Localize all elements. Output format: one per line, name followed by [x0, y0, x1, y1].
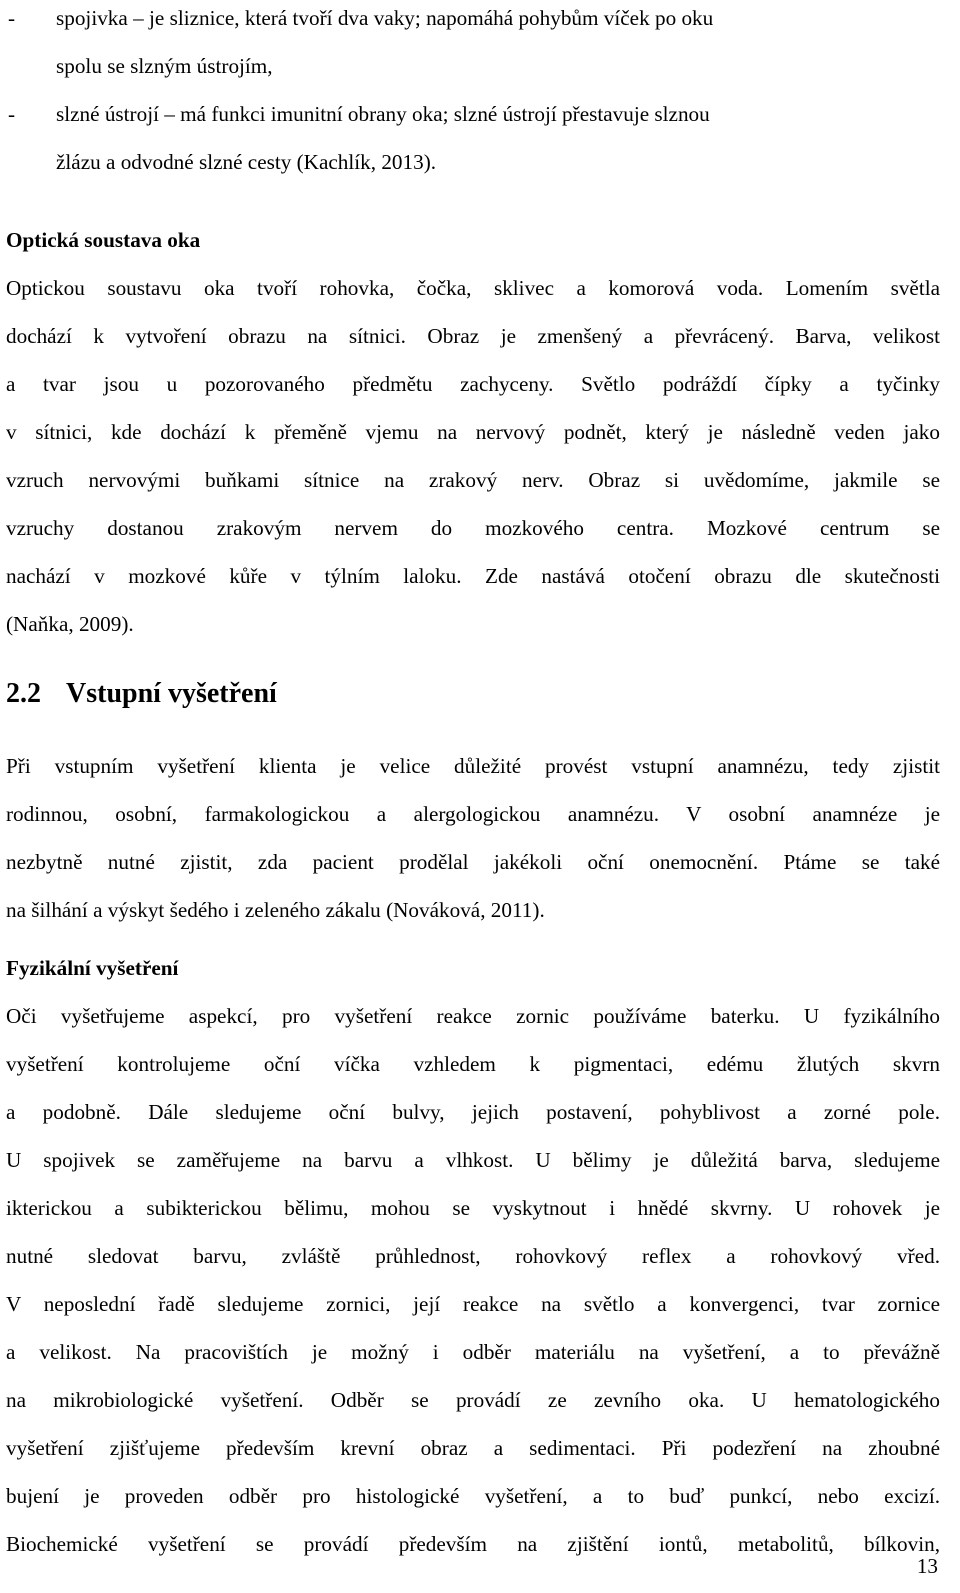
- paragraph-line: nachází v mozkové kůře v týlním laloku. Zde nastává otočení obrazu dle skutečnosti: [6, 564, 940, 588]
- list-dash: -: [8, 6, 16, 30]
- paragraph-line: nezbytně nutné zjistit, zda pacient prodělal jakékoli oční onemocnění. Ptáme se také: [6, 850, 940, 874]
- page-number: 13: [916, 1554, 938, 1578]
- paragraph-line: ikterickou a subikterickou bělimu, mohou se vyskytnout i hnědé skvrny. U rohovek je: [6, 1196, 940, 1220]
- paragraph-line: a podobně. Dále sledujeme oční bulvy, jejich postavení, pohyblivost a zorné pole.: [6, 1100, 940, 1124]
- chapter-heading: [6, 670, 277, 718]
- paragraph-line: Biochemické vyšetření se provádí především na zjištění iontů, metabolitů, bílkovin,: [6, 1532, 940, 1556]
- physical-heading: Fyzikální vyšetření: [6, 956, 179, 980]
- paragraph-line: dochází k vytvoření obrazu na sítnici. Obraz je zmenšený a převrácený. Barva, velikost: [6, 324, 940, 348]
- paragraph-line: vyšetření zjišťujeme především krevní obraz a sedimentaci. Při podezření na zhoubné: [6, 1436, 940, 1460]
- paragraph-line: Při vstupním vyšetření klienta je velice důležité provést vstupní anamnézu, tedy zjistit: [6, 754, 940, 778]
- paragraph-line: v sítnici, kde dochází k přeměně vjemu na nervový podnět, který je následně veden jako: [6, 420, 940, 444]
- paragraph-line: U spojivek se zaměřujeme na barvu a vlhkost. U bělimy je důležitá barva, sledujeme: [6, 1148, 940, 1172]
- paragraph-line: a tvar jsou u pozorovaného předmětu zachyceny. Světlo podráždí čípky a tyčinky: [6, 372, 940, 396]
- paragraph-line: nutné sledovat barvu, zvláště průhlednost, rohovkový reflex a rohovkový vřed.: [6, 1244, 940, 1268]
- list-item-line: spojivka – je sliznice, která tvoří dva vaky; napomáhá pohybům víček po oku: [56, 6, 714, 30]
- list-item-line: žlázu a odvodné slzné cesty (Kachlík, 2013).: [56, 150, 437, 174]
- list-item-conjunctiva: [6, 0, 940, 90]
- list-item-lacrimal: [6, 90, 940, 186]
- paragraph-line: vyšetření kontrolujeme oční víčka vzhledem k pigmentaci, edému žlutých skvrn: [6, 1052, 940, 1076]
- paragraph-line: a velikost. Na pracovištích je možný i odběr materiálu na vyšetření, a to převážně: [6, 1340, 940, 1364]
- optics-heading: Optická soustava oka: [6, 228, 201, 252]
- paragraph-line: na mikrobiologické vyšetření. Odběr se provádí ze zevního oka. U hematologického: [6, 1388, 940, 1412]
- physical-section: [6, 944, 940, 1568]
- chapter-title: Vstupní vyšetření: [66, 678, 277, 709]
- paragraph-line: (Naňka, 2009).: [6, 612, 134, 636]
- chapter-number: 2.2: [6, 678, 41, 709]
- optics-paragraph: [6, 264, 940, 648]
- list-dash: -: [8, 102, 16, 126]
- eye-parts-list: [6, 0, 940, 186]
- intro-paragraph: [6, 742, 940, 934]
- paragraph-line: na šilhání a výskyt šedého i zeleného zákalu (Nováková, 2011).: [6, 898, 545, 922]
- list-item-line: spolu se slzným ústrojím,: [56, 54, 273, 78]
- paragraph-line: vzruchy dostanou zrakovým nervem do mozkového centra. Mozkové centrum se: [6, 516, 940, 540]
- optics-section: [6, 216, 940, 648]
- paragraph-line: rodinnou, osobní, farmakologickou a alergologickou anamnézu. V osobní anamnéze je: [6, 802, 940, 826]
- paragraph-line: Optickou soustavu oka tvoří rohovka, čočka, sklivec a komorová voda. Lomením světla: [6, 276, 940, 300]
- paragraph-line: Oči vyšetřujeme aspekcí, pro vyšetření reakce zornic používáme baterku. U fyzikálního: [6, 1004, 940, 1028]
- paragraph-line: vzruch nervovými buňkami sítnice na zrakový nerv. Obraz si uvědomíme, jakmile se: [6, 468, 940, 492]
- paragraph-line: V neposlední řadě sledujeme zornici, její reakce na světlo a konvergenci, tvar zornice: [6, 1292, 940, 1316]
- paragraph-line: bujení je proveden odběr pro histologické vyšetření, a to buď punkcí, nebo excizí.: [6, 1484, 940, 1508]
- list-item-line: slzné ústrojí – má funkci imunitní obrany oka; slzné ústrojí přestavuje slznou: [56, 102, 710, 126]
- physical-paragraph: [6, 992, 940, 1568]
